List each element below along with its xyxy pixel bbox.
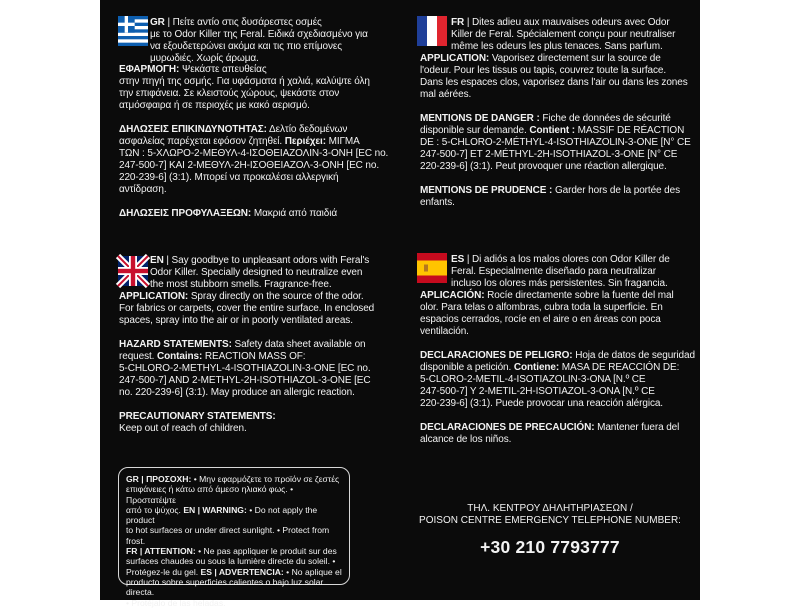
- english-application: [119, 291, 401, 327]
- french-code: FR: [451, 17, 465, 28]
- french-contains-label: Contient :: [529, 125, 575, 136]
- french-hazard: [420, 113, 700, 173]
- english-intro: [150, 255, 400, 291]
- french-intro-text: | Dites adieu aux mauvaises odeurs avec Odor Killer de Feral. Spécialement conçu pour neutraliser même les odeurs les plus tenaces. Sans parfum.: [451, 17, 676, 52]
- warning-es-text: • No aplique el producto sobre superficies calientes o bajo luz solar directa. • Protéjalo de las heladas.: [126, 566, 342, 608]
- french-section: [451, 17, 699, 53]
- warning-fr-label: FR | ATTENTION:: [126, 546, 196, 557]
- spanish-hazard-label: DECLARACIONES DE PELIGRO:: [420, 350, 573, 361]
- poison-centre-block: [400, 503, 700, 558]
- uk-flag-icon: [118, 256, 148, 286]
- english-application-text: Spray directly on the source of the odor. For fabrics or carpets, cover the entire surface. In enclosed spaces, spray into the air or in poorly ventilated areas.: [119, 291, 375, 326]
- spanish-intro-text: | Di adiós a los malos olores con Odor Killer de Feral. Especialmente diseñado para neutralizar incluso los olores más persistentes. Sin fragancia.: [451, 254, 670, 289]
- french-hazard-text: Fiche de données de sécurité disponible sur demande.: [420, 113, 671, 136]
- greek-application-text: Ψεκάστε απευθείας στην πηγή της οσμής. Για υφάσματα ή χαλιά, καλύψτε όλη την επιφάνεια. Σε κλειστούς χώρους, ψεκάστε στον ατμόσφαιρα ή σε περιοχές με κακό αερισμό.: [119, 64, 370, 111]
- greek-hazard-contents: ΜΙΓΜΑ ΤΩΝ : 5-ΧΛΩΡΟ-2-ΜΕΘΥΛ-4-ΙΣΟΘΕΙΑΖΟΛΙΝ-3-ΟΝΗ [EC no. 247-500-7] ΚΑΙ 2-ΜΕΘΥΛ-2Η-ΙΣΟΘΕΙΑΖΟΛ-3-ΟΝΗ [EC no. 220-239-6] (3:1). Μπορεί να προκαλέσει αλλεργική αντίδραση.: [119, 136, 389, 195]
- spanish-intro: [451, 254, 699, 290]
- greek-code: GR: [150, 17, 165, 28]
- greek-application-label: ΕΦΑΡΜΟΓΗ:: [119, 64, 180, 75]
- warning-es-label: ES | ADVERTENCIA:: [200, 566, 284, 577]
- warning-en-label: EN | WARNING:: [183, 504, 247, 515]
- french-precaution-text: Garder hors de la portée des enfants.: [420, 185, 680, 208]
- greek-application: [119, 64, 401, 112]
- spanish-precaution: [420, 422, 700, 446]
- warning-text: [126, 474, 342, 608]
- spanish-code: ES: [451, 254, 465, 265]
- french-precaution-label: MENTIONS DE PRUDENCE :: [420, 185, 553, 196]
- french-hazard-label: MENTIONS DE DANGER :: [420, 113, 540, 124]
- english-code: EN: [150, 255, 164, 266]
- english-application-label: APPLICATION:: [119, 291, 189, 302]
- greek-hazard-label: ΔΗΛΩΣΕΙΣ ΕΠΙΚΙΝΔΥΝΟΤΗΤΑΣ:: [119, 124, 267, 135]
- spanish-hazard-contents: MASA DE REACCIÓN DE: 5-CLORO-2-METIL-4-ISOTIAZOLIN-3-ONA [N.º CE 247-500-7] Y 2-METIL-2H-ISOTIAZOL-3-ONA [N.º CE 220-239-6] (3:1). Puede provocar una reacción alérgica.: [420, 362, 680, 409]
- spanish-flag-icon: [417, 253, 447, 283]
- english-hazard-label: HAZARD STATEMENTS:: [119, 339, 232, 350]
- poison-centre-number: +30 210 7793777: [480, 537, 620, 557]
- greek-hazard: [119, 124, 401, 196]
- warning-gr-text: • Μην εφαρμόζετε το προϊόν σε ζεστές επιφάνειες ή κάτω από άμεσο ηλιακό φως. • Προστατέψτε από το ψύχος.: [126, 474, 340, 515]
- spanish-body: [420, 290, 700, 446]
- greek-body: [119, 64, 401, 220]
- warning-gr-label: GR | ΠΡΟΣΟΧΗ:: [126, 474, 192, 484]
- spanish-contains-label: Contiene:: [513, 362, 560, 373]
- greek-intro-text: | Πείτε αντίο στις δυσάρεστες οσμές με το Odor Killer της Feral. Ειδικά σχεδιασμένο για να εξουδετερώνει ακόμα και τις πιο επίμονες μυρωδιές. Χωρίς άρωμα.: [150, 17, 368, 64]
- greek-flag-icon: [118, 16, 148, 46]
- spanish-hazard: [420, 350, 700, 410]
- spanish-application-text: Rocíe directamente sobre la fuente del mal olor. Para telas o alfombras, cubra toda la superficie. En espacios cerrados, rocíe en el aire o en áreas con poca ventilación.: [420, 290, 674, 337]
- english-body: [119, 291, 401, 435]
- greek-section: [150, 17, 400, 65]
- product-label-back: [100, 0, 700, 608]
- english-intro-text: | Say goodbye to unpleasant odors with Feral's Odor Killer. Specially designed to neutralize even the most stubborn smells. Fragrance-free.: [150, 255, 370, 290]
- warning-fr-text: • Ne pas appliquer le produit sur des surfaces chaudes ou sous la lumière directe du soleil. • Protégez-le du gel.: [126, 546, 337, 577]
- greek-precaution: [119, 208, 401, 220]
- greek-precaution-label: ΔΗΛΩΣΕΙΣ ΠΡΟΦΥΛΑΞΕΩΝ:: [119, 208, 252, 219]
- spanish-precaution-text: Mantener fuera del alcance de los niños.: [420, 422, 680, 445]
- greek-hazard-text: Δελτίο δεδομένων ασφαλείας παρέχεται εφόσον ζητηθεί.: [119, 124, 348, 147]
- english-hazard-text: Safety data sheet available on request.: [119, 339, 366, 362]
- french-flag-icon: [417, 16, 447, 46]
- spanish-section: [451, 254, 699, 290]
- french-intro: [451, 17, 699, 53]
- english-precaution-label: PRECAUTIONARY STATEMENTS:: [119, 411, 276, 422]
- greek-intro: [150, 17, 400, 65]
- english-section: [150, 255, 400, 291]
- french-precaution: [420, 185, 700, 209]
- spanish-hazard-text: Hoja de datos de seguridad disponible a petición.: [420, 350, 695, 373]
- storage-warning-box: [118, 467, 350, 608]
- spanish-precaution-label: DECLARACIONES DE PRECAUCIÓN:: [420, 422, 595, 433]
- warning-en-text: • Do not apply the product to hot surfaces or under direct sunlight. • Protect from frost.: [126, 504, 330, 546]
- french-application: [420, 53, 700, 101]
- french-application-label: APPLICATION:: [420, 53, 490, 64]
- french-hazard-contents: MASSIF DE RÉACTION DE : 5-CHLORO-2-MÉTHYL-4-ISOTHIAZOLIN-3-ONE [N° CE 247-500-7] ET 2-MÉTHYL-2H-ISOTHIAZOL-3-ONE [N° CE 220-239-6] (3:1). Peut provoquer une réaction allergique.: [420, 125, 691, 172]
- greek-precaution-text: Μακριά από παιδιά: [251, 208, 338, 219]
- french-application-text: Vaporisez directement sur la source de l'odeur. Pour les tissus ou tapis, couvrez toute la surface. Dans les espaces clos, vaporisez dans l'air ou dans les zones mal aérées.: [420, 53, 688, 100]
- poison-centre-label: ΤΗΛ. ΚΕΝΤΡΟΥ ΔΗΛΗΤΗΡΙΑΣΕΩΝ / POISON CENTRE EMERGENCY TELEPHONE NUMBER:: [419, 503, 681, 526]
- english-precaution-text: Keep out of reach of children.: [119, 423, 247, 434]
- english-precaution: [119, 411, 401, 435]
- english-hazard-contents: REACTION MASS OF: 5-CHLORO-2-METHYL-4-ISOTHIAZOLIN-3-ONE [EC no. 247-500-7] AND 2-METHYL-2H-ISOTHIAZOL-3-ONE [EC no. 220-239-6] (3:1). May produce an allergic reaction.: [119, 351, 371, 398]
- english-hazard: [119, 339, 401, 399]
- spanish-application-label: APLICACIÓN:: [420, 290, 485, 301]
- greek-contains-label: Περιέχει:: [284, 136, 326, 147]
- french-body: [420, 53, 700, 209]
- spanish-application: [420, 290, 700, 338]
- english-contains-label: Contains:: [157, 351, 203, 362]
